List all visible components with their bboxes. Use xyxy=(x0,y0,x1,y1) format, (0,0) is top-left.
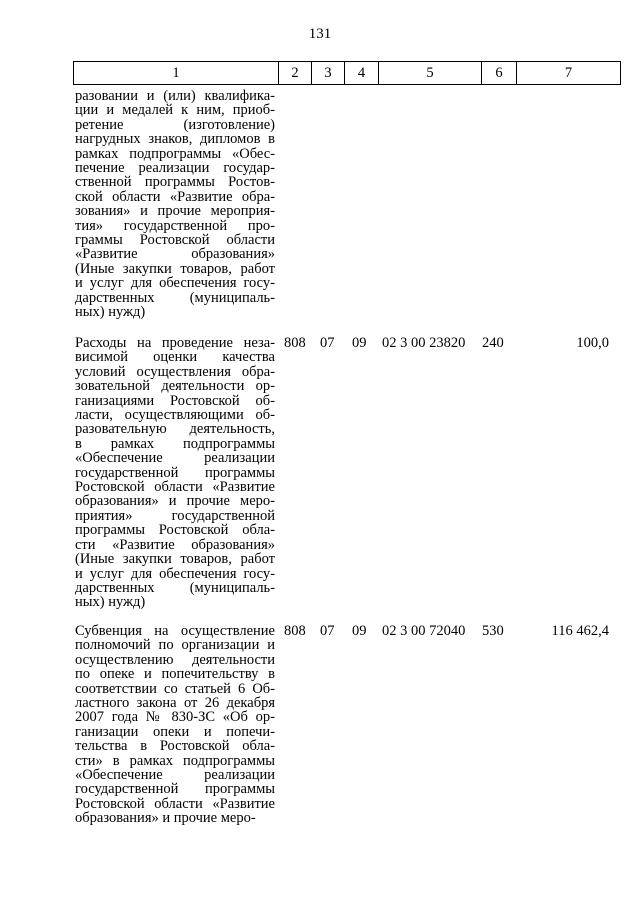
header-cell-3: 3 xyxy=(312,62,345,85)
description-line: Ростовской области «Развитие xyxy=(75,479,275,496)
description-line: «Развитие образования» xyxy=(75,246,275,263)
cell-amount: 116 462,4 xyxy=(551,623,609,639)
description-line: ганизации опеки и попечи- xyxy=(75,723,275,740)
cell-grbs: 808 xyxy=(284,623,306,639)
cell-grbs: 808 xyxy=(284,335,306,351)
row-description xyxy=(75,89,275,320)
description-line: сти «Развитие образования» xyxy=(75,536,275,553)
description-line: полномочий по организации и xyxy=(75,637,275,654)
description-line: приятия» государственной xyxy=(75,507,275,524)
description-line: условий осуществления обра- xyxy=(75,363,275,380)
header-cell-6: 6 xyxy=(482,62,517,85)
cell-target-article: 02 3 00 72040 xyxy=(382,623,466,639)
description-line: 2007 года № 830-ЗС «Об ор- xyxy=(75,709,275,726)
cell-expense-type: 530 xyxy=(482,623,504,639)
description-line: ганизациями Ростовской об- xyxy=(75,392,275,409)
description-line: осуществлению деятельности xyxy=(75,651,275,668)
description-line: образования» и прочие меро- xyxy=(75,810,256,827)
description-line: государственной программы xyxy=(75,781,275,798)
cell-target-article: 02 3 00 23820 xyxy=(382,335,466,351)
description-line: «Обеспечение реализации xyxy=(75,450,275,467)
row-description xyxy=(75,624,275,826)
description-line: по опеке и попечительству в xyxy=(75,666,275,683)
page-number: 131 xyxy=(308,26,332,42)
description-line: рамках подпрограммы «Обес- xyxy=(75,145,275,162)
header-cell-1: 1 xyxy=(74,62,279,85)
description-line: программы Ростовской обла- xyxy=(75,522,275,539)
description-line: зовательной деятельности ор- xyxy=(75,378,275,395)
description-line: и услуг для обеспечения госу- xyxy=(75,275,275,292)
header-row xyxy=(74,62,621,85)
table-header xyxy=(73,61,621,85)
description-line: ции и медалей к ним, приоб- xyxy=(75,102,275,119)
description-line: тельства в Ростовской обла- xyxy=(75,738,275,755)
description-line: образования» и прочие меро- xyxy=(75,493,275,510)
cell-section: 07 xyxy=(320,335,335,351)
description-line: (Иные закупки товаров, работ xyxy=(75,551,275,568)
description-line: Расходы на проведение неза- xyxy=(75,335,275,351)
header-cell-5: 5 xyxy=(379,62,482,85)
description-line: Ростовской области «Развитие xyxy=(75,795,275,812)
description-line: разовании и (или) квалифика- xyxy=(75,88,275,104)
cell-subsection: 09 xyxy=(352,623,367,639)
description-line: дарственных (муниципаль- xyxy=(75,289,275,306)
description-line: тия» государственной про- xyxy=(75,217,275,234)
cell-section: 07 xyxy=(320,623,335,639)
description-line: сти» в рамках подпрограммы xyxy=(75,752,275,769)
cell-amount: 100,0 xyxy=(576,335,609,351)
description-line: ных) нужд) xyxy=(75,594,146,611)
description-line: ластного закона от 26 декабря xyxy=(75,695,275,712)
description-line: ской области «Развитие обра- xyxy=(75,188,275,205)
description-line: ретение (изготовление) xyxy=(75,116,275,133)
description-line: граммы Ростовской области xyxy=(75,232,275,249)
description-line: государственной программы xyxy=(75,464,275,481)
description-line: Субвенция на осуществление xyxy=(75,623,275,639)
description-line: «Обеспечение реализации xyxy=(75,767,275,784)
description-line: печение реализации государ- xyxy=(75,160,275,177)
description-line: ных) нужд) xyxy=(75,304,146,321)
header-cell-2: 2 xyxy=(279,62,312,85)
description-line: зования» и прочие мероприя- xyxy=(75,203,275,220)
cell-expense-type: 240 xyxy=(482,335,504,351)
header-cell-4: 4 xyxy=(345,62,379,85)
description-line: соответствии со статьей 6 Об- xyxy=(75,680,275,697)
cell-subsection: 09 xyxy=(352,335,367,351)
description-line: дарственных (муниципаль- xyxy=(75,579,275,596)
row-description xyxy=(75,336,275,610)
description-line: и услуг для обеспечения госу- xyxy=(75,565,275,582)
description-line: в рамках подпрограммы xyxy=(75,435,275,452)
description-line: висимой оценки качества xyxy=(75,349,275,366)
description-line: нагрудных знаков, дипломов в xyxy=(75,131,275,148)
description-line: ласти, осуществляющими об- xyxy=(75,407,275,424)
description-line: (Иные закупки товаров, работ xyxy=(75,260,275,277)
description-line: разовательную деятельность, xyxy=(75,421,275,438)
header-cell-7: 7 xyxy=(517,62,621,85)
description-line: ственной программы Ростов- xyxy=(75,174,275,191)
